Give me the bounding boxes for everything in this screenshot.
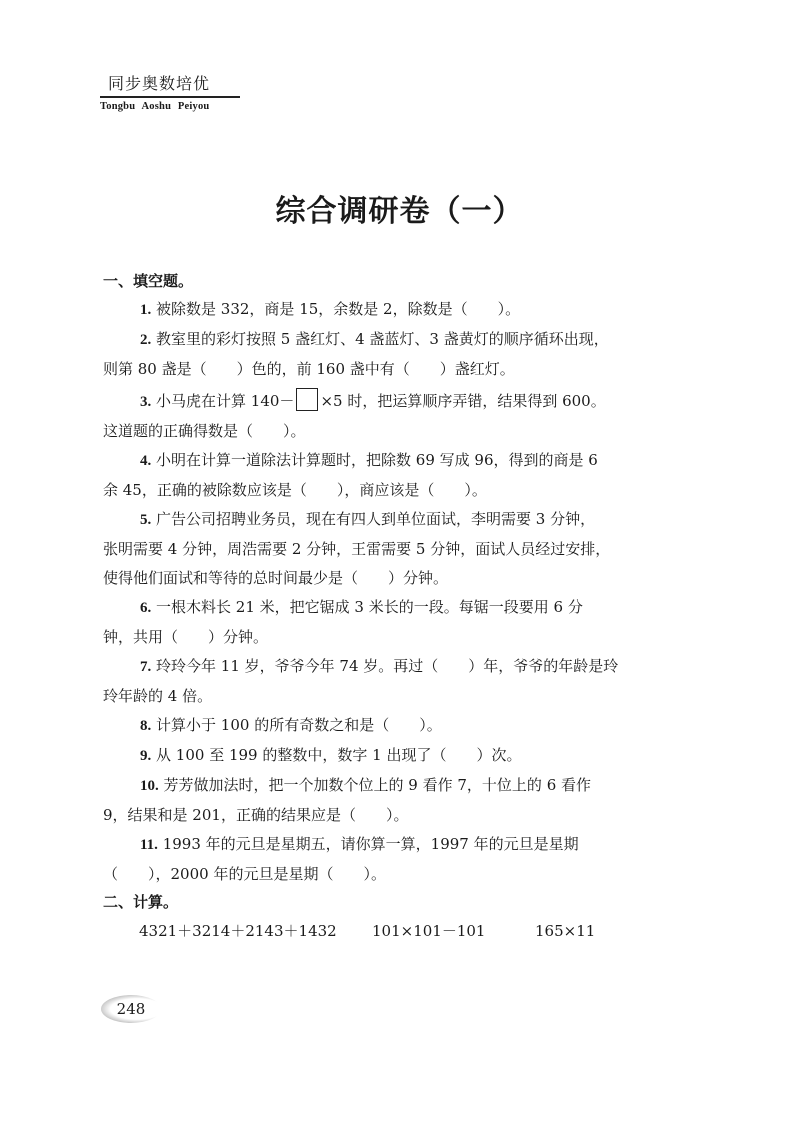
calculation-item: 101×101－101 (372, 922, 486, 940)
question-number: 11. (140, 837, 158, 853)
section-heading-fill-blank: 一、填空题。 (103, 272, 194, 290)
question-number: 3. (140, 394, 152, 410)
series-title-cn: 同步奥数培优 (108, 74, 211, 93)
question-6: 6. 一根木料长 21 米，把它锯成 3 米长的一段。每锯一段要用 6 分 (140, 598, 583, 616)
question-number: 1. (140, 302, 152, 318)
page-number-badge: 248 (101, 995, 161, 1023)
question-8: 8. 计算小于 100 的所有奇数之和是（ ）。 (140, 716, 442, 734)
question-10: 10. 芳芳做加法时，把一个加数个位上的 9 看作 7，十位上的 6 看作 (140, 776, 592, 794)
question-9: 9. 从 100 至 199 的整数中，数字 1 出现了（ ）次。 (140, 746, 522, 764)
series-title-en: Tongbu Aoshu Peiyou (100, 100, 210, 112)
calculation-row (103, 916, 698, 946)
question-5-cont: 张明需要 4 分钟，周浩需要 2 分钟，王雷需要 5 分钟，面试人员经过安排， (103, 540, 611, 558)
question-11: 11. 1993 年的元旦是星期五，请你算一算，1997 年的元旦是星期 (140, 835, 579, 853)
question-number: 5. (140, 512, 152, 528)
question-7-cont: 玲年龄的 4 倍。 (103, 687, 213, 705)
question-5-cont2: 使得他们面试和等待的总时间最少是（ ）分钟。 (103, 569, 449, 587)
question-2-cont: 则第 80 盏是（ ）色的，前 160 盏中有（ ）盏红灯。 (103, 360, 515, 378)
question-4: 4. 小明在计算一道除法计算题时，把除数 69 写成 96，得到的商是 6 (140, 451, 598, 469)
question-2: 2. 教室里的彩灯按照 5 盏红灯、4 盏蓝灯、3 盏黄灯的顺序循环出现， (140, 330, 609, 348)
running-header (100, 74, 240, 112)
header-rule (100, 96, 240, 98)
question-10-cont: 9，结果和是 201，正确的结果应是（ ）。 (103, 806, 409, 824)
exam-content (103, 268, 698, 946)
question-number: 2. (140, 332, 152, 348)
page-title: 综合调研卷（一） (275, 194, 524, 229)
question-number: 7. (140, 659, 152, 675)
question-number: 9. (140, 748, 152, 764)
question-1: 1. 被除数是 332，商是 15，余数是 2，除数是（ ）。 (140, 300, 521, 318)
question-6-cont: 钟，共用（ ）分钟。 (103, 628, 269, 646)
calculation-item: 165×11 (535, 922, 596, 940)
question-3: 3. 小马虎在计算 140－ ×5 时，把运算顺序弄错，结果得到 600。 (103, 387, 698, 417)
question-11-cont: （ ），2000 年的元旦是星期（ ）。 (103, 865, 386, 883)
question-number: 4. (140, 453, 152, 469)
question-3-cont: 这道题的正确得数是（ ）。 (103, 422, 306, 440)
question-number: 6. (140, 600, 152, 616)
unknown-number-box (296, 388, 318, 411)
question-7: 7. 玲玲今年 11 岁，爷爷今年 74 岁。再过（ ）年，爷爷的年龄是玲 (140, 657, 619, 675)
question-5: 5. 广告公司招聘业务员，现在有四人到单位面试，李明需要 3 分钟， (140, 510, 596, 528)
question-number: 8. (140, 718, 152, 734)
calculation-item: 4321＋3214＋2143＋1432 (139, 922, 337, 940)
section-heading-calculation: 二、计算。 (103, 893, 179, 911)
question-4-cont: 余 45，正确的被除数应该是（ ），商应该是（ ）。 (103, 481, 487, 499)
question-number: 10. (140, 778, 159, 794)
